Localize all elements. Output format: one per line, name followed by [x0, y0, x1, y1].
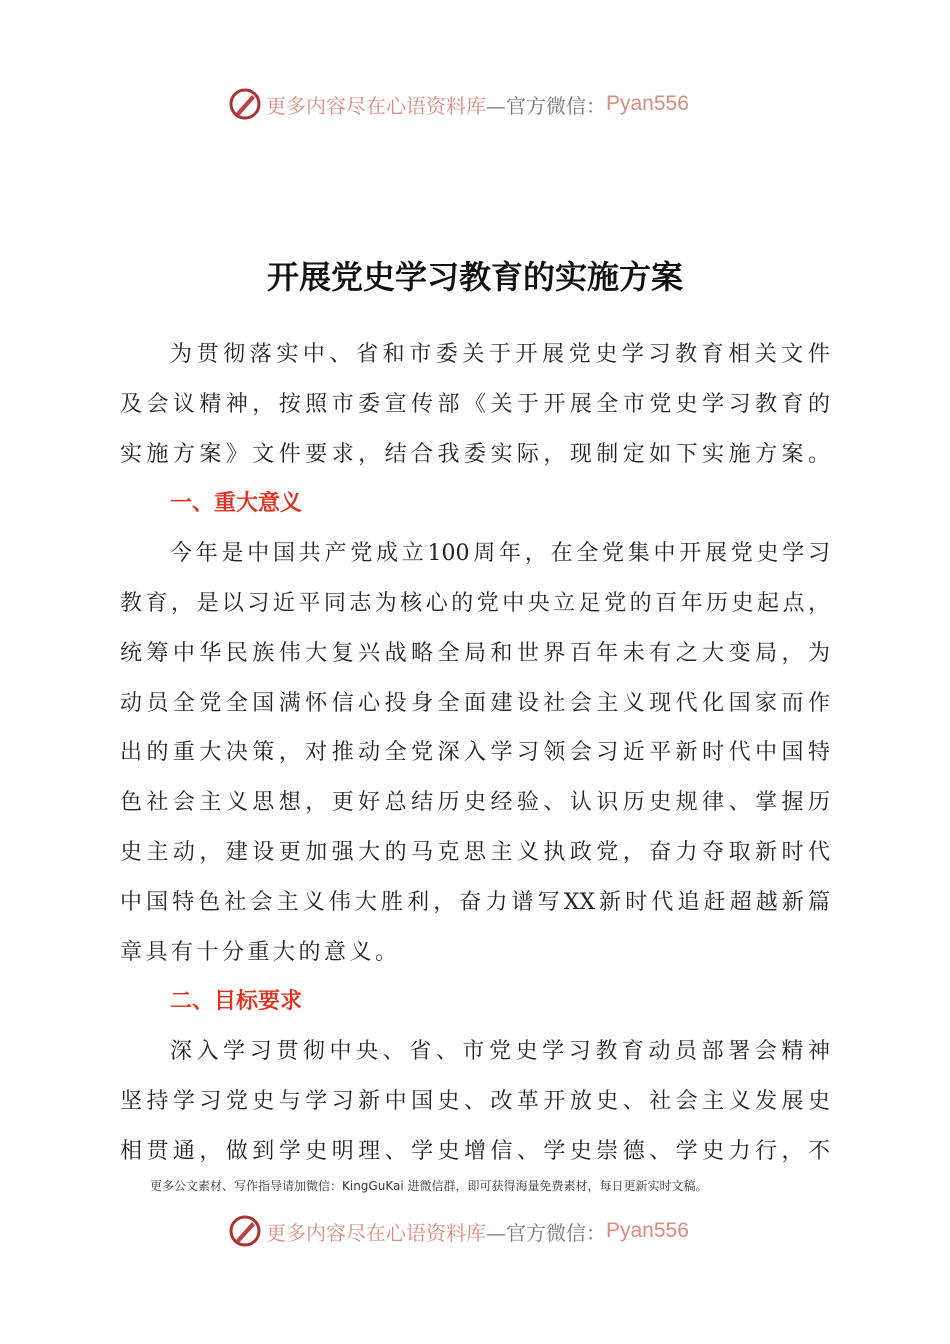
paragraph-line: 及会议精神，按照市委宣传部《关于开展全市党史学习教育的: [120, 391, 830, 417]
pen-logo-icon: [228, 87, 262, 121]
document-title: 开展党史学习教育的实施方案: [266, 258, 683, 296]
section-heading: 二、目标要求: [170, 989, 303, 1015]
paragraph-line: 为贯彻落实中、省和市委关于开展党史学习教育相关文件: [170, 342, 830, 367]
paragraph-line: 深入学习贯彻中央、省、市党史学习教育动员部署会精神: [170, 1039, 830, 1065]
paragraph-line: 相贯通，做到学史明理、学史增信、学史崇德、学史力行，不: [120, 1138, 830, 1164]
paragraph-line: 出的重大决策，对推动全党深入学习领会习近平新时代中国特: [120, 740, 830, 766]
banner-wechat-label: —官方微信：: [486, 93, 606, 118]
paragraph-line: 中国特色社会主义伟大胜利，奋力谱写XX新时代追赶超越新篇: [120, 889, 830, 915]
footer-note: 更多公文素材、写作指导请加微信：KingGuKai 进微信群，即可获得海量免费素材，每日更新实时文稿。: [150, 1179, 708, 1193]
paragraph-line: 教育，是以习近平同志为核心的党中央立足党的百年历史起点，: [120, 590, 830, 616]
paragraph-line: 色社会主义思想，更好总结历史经验、认识历史规律、掌握历: [120, 790, 830, 816]
paragraph-line: 实施方案》文件要求，结合我委实际，现制定如下实施方案。: [120, 441, 830, 467]
document-body: [120, 330, 830, 1177]
banner-text: 更多内容尽在心语资料库: [266, 93, 486, 118]
banner-wechat-id: Pyan556: [606, 1219, 689, 1242]
banner-wechat-id: Pyan556: [606, 92, 689, 115]
paragraph-line: 章具有十分重大的意义。: [120, 939, 401, 965]
paragraph-line: 动员全党全国满怀信心投身全面建设社会主义现代化国家而作: [120, 690, 830, 716]
footer-banner: [228, 1211, 728, 1251]
banner-wechat-label: —官方微信：: [486, 1220, 606, 1245]
paragraph-line: 统筹中华民族伟大复兴战略全局和世界百年未有之大变局，为: [120, 640, 830, 666]
banner-text: 更多内容尽在心语资料库: [266, 1220, 486, 1245]
paragraph-line: 史主动，建设更加强大的马克思主义执政党，奋力夺取新时代: [120, 839, 830, 865]
header-banner: [228, 84, 728, 124]
paragraph-line: 今年是中国共产党成立100周年，在全党集中开展党史学习: [170, 541, 830, 567]
paragraph-line: 坚持学习党史与学习新中国史、改革开放史、社会主义发展史: [120, 1088, 830, 1114]
pen-logo-icon: [228, 1214, 262, 1248]
section-heading: 一、重大意义: [170, 491, 303, 517]
